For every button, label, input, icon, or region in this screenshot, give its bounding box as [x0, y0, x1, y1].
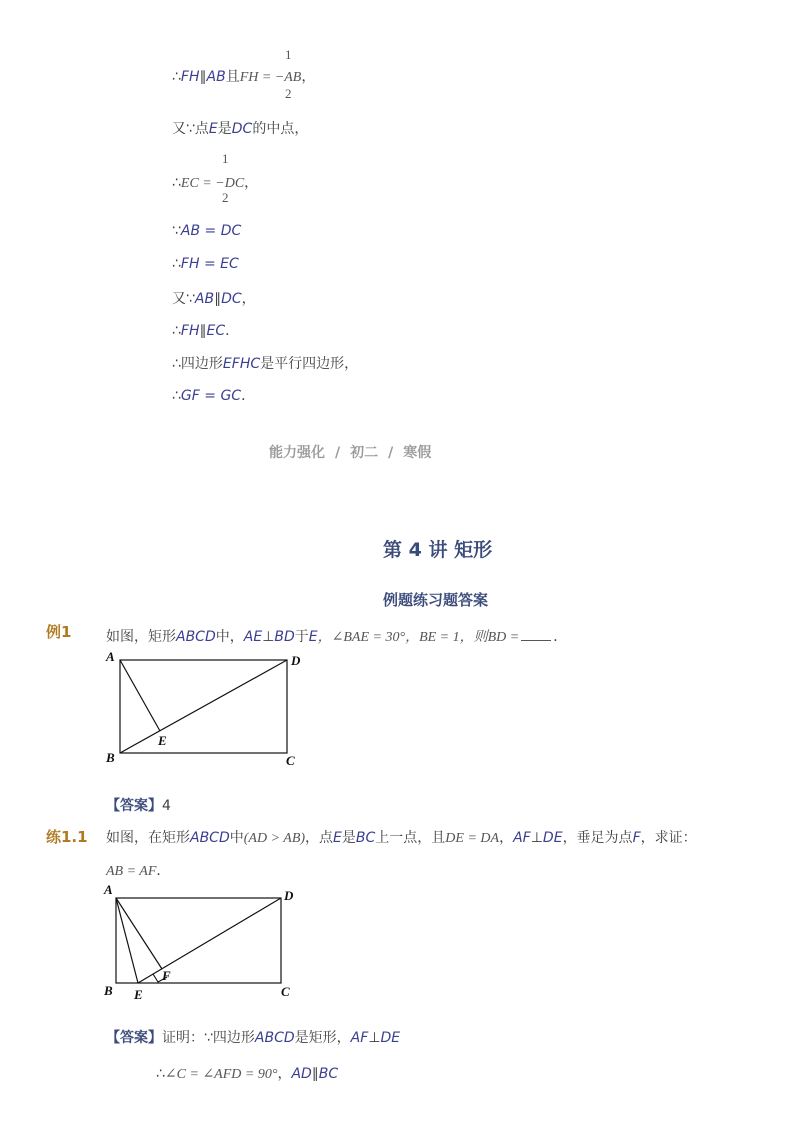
fraction-denominator: 2: [285, 86, 292, 101]
vertex-c: C: [281, 984, 290, 999]
vertex-b: B: [104, 983, 113, 998]
exercise-label: 练1.1: [46, 828, 88, 846]
segment-ae: [120, 660, 160, 731]
page-footer: 能力强化 / 初二 / 寒假: [269, 445, 432, 461]
vertex-d: D: [291, 653, 301, 668]
proof-line-8: ∴四边形EFHC是平行四边形，: [172, 356, 359, 372]
fraction-numerator: 1: [285, 47, 292, 62]
rectangle-abcd: [116, 898, 281, 983]
point-e: E: [134, 987, 143, 1002]
exercise-question: 如图，在矩形ABCD中(AD > AB)，点E是BC上一点，且DE = DA，AF⊥DE，垂足为点F，求证：: [106, 830, 697, 846]
fraction-numerator: 1: [222, 151, 229, 166]
fraction-denominator: 2: [222, 190, 229, 205]
exercise-answer-line-2: ∴∠C = ∠AFD = 90°，AD∥BC: [156, 1066, 339, 1082]
segment-de: [138, 898, 281, 983]
rectangle-figure-2: [100, 880, 310, 1005]
chapter-subtitle: 例题练习题答案: [383, 591, 489, 609]
proof-line-5: ∴FH = EC: [172, 256, 239, 272]
diagonal-bd: [120, 660, 287, 753]
proof-line-6: 又∵AB∥DC，: [172, 291, 256, 307]
proof-line-7: ∴FH∥EC．: [172, 323, 240, 339]
exercise-answer-line-1: 【答案】证明：∵四边形ABCD是矩形，AF⊥DE: [106, 1030, 401, 1046]
proof-line-1: ∴FH∥AB且FH = −AB，: [172, 69, 316, 85]
vertex-c: C: [286, 753, 295, 768]
vertex-b: B: [106, 750, 115, 765]
rectangle-figure-1: [100, 648, 310, 770]
example-label: 例1: [46, 623, 72, 641]
proof-line-2: 又∵点E是DC的中点，: [172, 121, 309, 137]
proof-line-3: ∴EC = −DC，: [172, 175, 259, 191]
vertex-a: A: [106, 649, 115, 664]
proof-line-9: ∴GF = GC．: [172, 388, 256, 404]
example-answer: 【答案】4: [106, 798, 171, 814]
exercise-question-cont: AB = AF．: [106, 863, 171, 879]
point-e: E: [158, 733, 167, 748]
answer-blank: [521, 628, 551, 641]
proof-line-4: ∵AB = DC: [172, 223, 242, 239]
vertex-d: D: [284, 888, 294, 903]
point-f: F: [162, 968, 171, 983]
segment-af: [116, 898, 162, 969]
example-question: 如图，矩形ABCD中，AE⊥BD于E，∠BAE = 30°，BE = 1，则BD = ．: [106, 629, 568, 645]
vertex-a: A: [104, 882, 113, 897]
segment-ae: [116, 898, 138, 983]
chapter-title: 第 4 讲 矩形: [383, 539, 493, 561]
